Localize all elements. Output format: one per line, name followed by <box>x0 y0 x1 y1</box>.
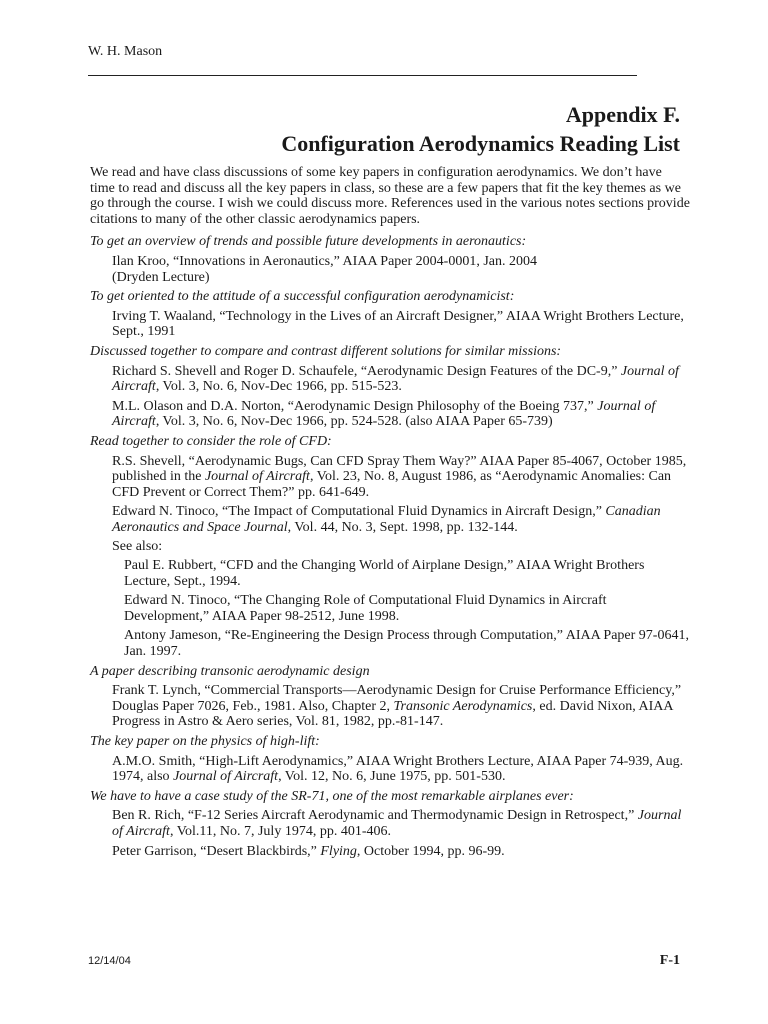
section-heading: Read together to consider the role of CFD: <box>90 433 332 449</box>
footer-date: 12/14/04 <box>88 955 131 967</box>
header-rule <box>88 75 637 76</box>
citation-text: Irving T. Waaland, “Technology in the Lives of an Aircraft Designer,” AIAA Wright Brothers Lecture, Sept., 1991 <box>112 308 684 340</box>
citation-text: Antony Jameson, “Re-Engineering the Design Process through Computation,” AIAA Paper 97-0641, Jan. 1997. <box>124 628 689 660</box>
section-heading: The key paper on the physics of high-lift: <box>90 734 320 749</box>
header-author: W. H. Mason <box>88 44 163 59</box>
page-number: F-1 <box>659 953 680 968</box>
reading-section <box>90 664 690 730</box>
intro-paragraph: We read and have class discussions of some key papers in configuration aerodynamics. We don’t have time to read and discuss all the key papers in class, so these are a few papers that fit the key themes as we go through the course. I wish we could discuss more. References used in the various notes sections provide citations to many of the other classic aerodynamics papers. <box>90 165 690 227</box>
citation-entry <box>90 844 690 860</box>
citation-entry <box>90 364 690 395</box>
citation-text: , Vol. 23, No. 8, August 1986, as “Aerodynamic Anomalies: Can CFD Prevent or Correct Them?” pp. 641-649. <box>112 469 672 500</box>
reading-section <box>90 344 690 430</box>
citation-text: , October 1994, pp. 96-99. <box>356 843 505 859</box>
citation-entry <box>90 808 690 839</box>
citation-text: Richard S. Shevell and Roger D. Schaufele, “Aerodynamic Design Features of the DC-9,” <box>112 363 621 379</box>
reading-section <box>90 434 690 660</box>
appendix-title: Appendix F. <box>565 102 680 127</box>
citation-text: , Vol.11, No. 7, July 1974, pp. 401-406. <box>169 823 391 839</box>
section-heading: Discussed together to compare and contrast different solutions for similar missions: <box>90 343 562 359</box>
journal-title: Journal of Aircraft <box>173 769 279 785</box>
citation-text: , Vol. 3, No. 6, Nov-Dec 1966, pp. 515-523. <box>155 379 402 395</box>
journal-title: Flying <box>320 843 357 859</box>
citation-entry <box>90 399 690 430</box>
citation-text: Edward N. Tinoco, “The Changing Role of Computational Fluid Dynamics in Aircraft Development,” AIAA Paper 98-2512, June 1998. <box>124 593 607 624</box>
title-block <box>281 100 680 158</box>
journal-title: Transonic Aerodynamics <box>393 698 533 714</box>
citation-entry <box>90 504 690 535</box>
citation-text: (Dryden Lecture) <box>112 269 210 285</box>
citation-entry <box>90 754 690 785</box>
citation-entry <box>90 309 690 340</box>
citation-text: , ed. David Nixon, AIAA Progress in Astro & Aero series, Vol. 81, 1982, pp.-81-147. <box>112 698 673 730</box>
document-body <box>90 165 690 863</box>
see-also-entry <box>90 558 690 589</box>
citation-text: Ben R. Rich, “F-12 Series Aircraft Aerodynamic and Thermodynamic Design in Retrospect,” <box>112 808 638 824</box>
reading-list-sections <box>90 234 690 859</box>
reading-list-title: Configuration Aerodynamics Reading List <box>281 131 680 156</box>
see-also-entry <box>90 628 690 659</box>
citation-entry <box>90 454 690 501</box>
citation-text: A.M.O. Smith, “High-Lift Aerodynamics,” AIAA Wright Brothers Lecture, AIAA Paper 74-939, Aug. 1974, also <box>112 753 684 785</box>
journal-title: Journal of Aircraft <box>204 469 310 485</box>
section-heading: A paper describing transonic aerodynamic design <box>90 663 370 679</box>
journal-title: Journal of Aircraft <box>112 808 682 839</box>
reading-section <box>90 289 690 340</box>
reading-section <box>90 234 690 285</box>
citation-text: R.S. Shevell, “Aerodynamic Bugs, Can CFD Spray Them Way?” AIAA Paper 85-4067, October 1985, published in the <box>112 453 687 485</box>
citation-entry <box>90 254 690 285</box>
section-heading: We have to have a case study of the SR-71, one of the most remarkable airplanes ever: <box>90 788 574 804</box>
journal-title: Journal of Aircraft <box>112 398 656 430</box>
see-also-label: See also: <box>112 539 163 555</box>
section-heading: To get an overview of trends and possible future developments in aeronautics: <box>90 234 527 250</box>
citation-text: Ilan Kroo, “Innovations in Aeronautics,” AIAA Paper 2004-0001, Jan. 2004 <box>112 253 537 269</box>
citation-text: Peter Garrison, “Desert Blackbirds,” <box>112 843 321 859</box>
citation-text: Paul E. Rubbert, “CFD and the Changing World of Airplane Design,” AIAA Wright Brothers Lecture, Sept., 1994. <box>124 558 645 589</box>
journal-title: Journal of Aircraft <box>112 363 679 395</box>
section-heading: To get oriented to the attitude of a successful configuration aerodynamicist: <box>90 289 515 305</box>
citation-text: M.L. Olason and D.A. Norton, “Aerodynamic Design Philosophy of the Boeing 737,” <box>112 398 598 414</box>
citation-text: , Vol. 12, No. 6, June 1975, pp. 501-530. <box>278 769 506 785</box>
see-also-entry <box>90 593 690 624</box>
reading-section <box>90 789 690 859</box>
citation-text: Edward N. Tinoco, “The Impact of Computational Fluid Dynamics in Aircraft Design,” <box>112 504 606 520</box>
citation-text: , Vol. 44, No. 3, Sept. 1998, pp. 132-144. <box>287 519 518 535</box>
citation-text: Frank T. Lynch, “Commercial Transports—Aerodynamic Design for Cruise Performance Efficiency,” Douglas Paper 7026, Feb., 1981. Also, Chapter 2, <box>112 683 682 714</box>
reading-section <box>90 734 690 785</box>
journal-title: Canadian Aeronautics and Space Journal <box>112 504 661 535</box>
citation-text: , Vol. 3, No. 6, Nov-Dec 1966, pp. 524-528. (also AIAA Paper 65-739) <box>155 414 553 430</box>
citation-entry <box>90 683 690 730</box>
